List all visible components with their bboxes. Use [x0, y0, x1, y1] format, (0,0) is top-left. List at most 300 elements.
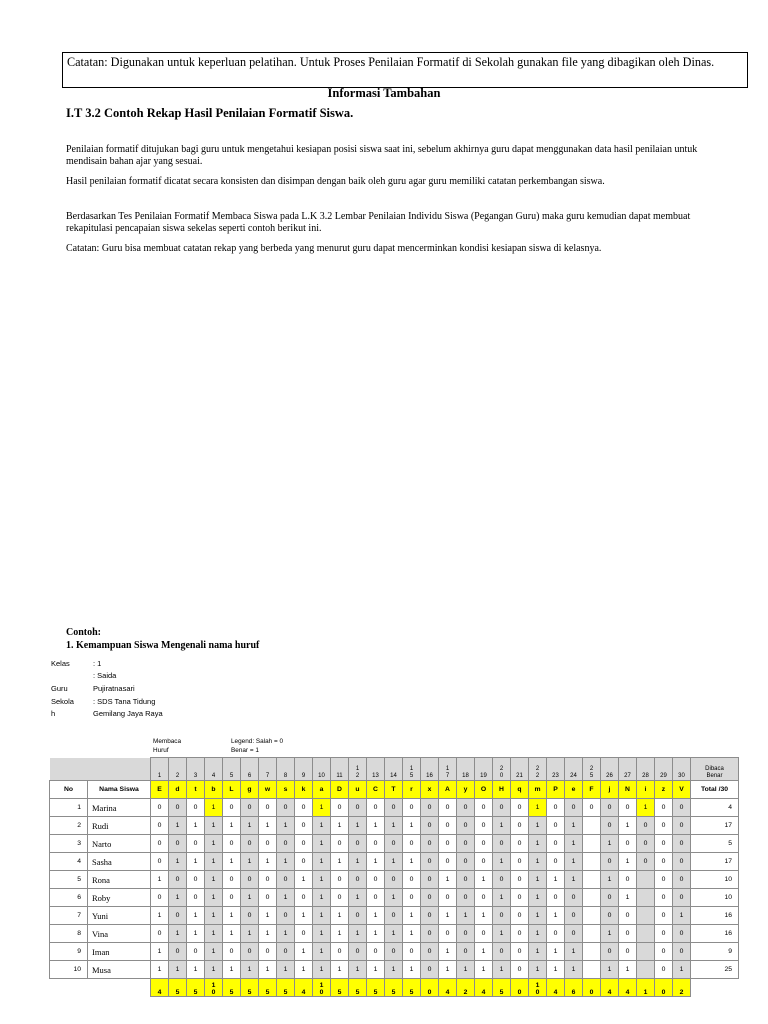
letter-cell: A [439, 781, 457, 799]
score-cell: 0 [259, 871, 277, 889]
score-cell: 1 [565, 871, 583, 889]
letter-cell: t [187, 781, 205, 799]
score-cell: 0 [223, 799, 241, 817]
score-cell: 1 [241, 925, 259, 943]
score-cell: 1 [151, 907, 169, 925]
sekolah-value-2: Gemilang Jaya Raya [93, 709, 163, 718]
score-cell: 1 [223, 961, 241, 979]
score-cell: 0 [169, 835, 187, 853]
score-cell: 0 [493, 835, 511, 853]
score-cell: 0 [457, 889, 475, 907]
score-cell: 0 [385, 943, 403, 961]
score-cell: 0 [655, 961, 673, 979]
score-cell: 0 [457, 799, 475, 817]
score-cell: 1 [295, 943, 313, 961]
sum-cell: 5 [493, 979, 511, 997]
table-row [50, 853, 739, 871]
score-cell: 1 [385, 961, 403, 979]
score-cell: 1 [187, 853, 205, 871]
column-number-25: 2 5 [583, 758, 601, 781]
score-cell: 1 [439, 943, 457, 961]
column-number-18: 18 [457, 758, 475, 781]
student-no: 8 [50, 925, 88, 943]
score-cell: 1 [295, 961, 313, 979]
score-cell: 1 [169, 961, 187, 979]
header-blank [50, 758, 88, 781]
score-cell: 1 [259, 907, 277, 925]
score-cell: 0 [511, 961, 529, 979]
score-cell: 1 [241, 853, 259, 871]
score-cell: 1 [529, 835, 547, 853]
column-number-30: 30 [673, 758, 691, 781]
score-cell: 0 [655, 817, 673, 835]
score-cell: 1 [205, 835, 223, 853]
sum-cell: 5 [277, 979, 295, 997]
column-number-5: 5 [223, 758, 241, 781]
score-cell: 0 [151, 925, 169, 943]
score-cell: 1 [187, 925, 205, 943]
student-total: 16 [691, 907, 739, 925]
student-name: Musa [88, 961, 151, 979]
score-cell: 1 [529, 907, 547, 925]
score-cell: 0 [385, 907, 403, 925]
column-number-14: 14 [385, 758, 403, 781]
score-cell: 1 [403, 817, 421, 835]
column-number-24: 24 [565, 758, 583, 781]
letter-cell: q [511, 781, 529, 799]
score-cell: 0 [565, 907, 583, 925]
nama-siswa-header: Nama Siswa [88, 781, 151, 799]
score-cell: 0 [565, 889, 583, 907]
score-cell: 0 [403, 799, 421, 817]
sum-cell: 5 [241, 979, 259, 997]
score-cell: 0 [421, 817, 439, 835]
score-cell: 1 [169, 853, 187, 871]
score-cell: 1 [313, 871, 331, 889]
score-cell: 1 [313, 907, 331, 925]
student-name: Roby [88, 889, 151, 907]
score-cell: 1 [673, 907, 691, 925]
score-cell: 0 [295, 799, 313, 817]
column-number-12: 1 2 [349, 758, 367, 781]
score-cell: 0 [385, 871, 403, 889]
letter-cell: e [565, 781, 583, 799]
score-cell: 0 [223, 889, 241, 907]
score-cell: 0 [169, 799, 187, 817]
letter-cell: w [259, 781, 277, 799]
column-number-7: 7 [259, 758, 277, 781]
student-no: 10 [50, 961, 88, 979]
score-cell: 1 [475, 871, 493, 889]
score-cell: 1 [529, 943, 547, 961]
score-cell: 0 [637, 853, 655, 871]
score-cell: 0 [277, 943, 295, 961]
score-cell: 0 [421, 835, 439, 853]
sum-cell: 4 [547, 979, 565, 997]
score-cell: 0 [151, 853, 169, 871]
table-row [50, 799, 739, 817]
score-cell: 0 [403, 835, 421, 853]
score-cell: 1 [367, 925, 385, 943]
score-cell: 1 [673, 961, 691, 979]
score-cell: 0 [475, 853, 493, 871]
score-cell: 0 [655, 889, 673, 907]
score-cell: 1 [295, 907, 313, 925]
score-cell: 0 [259, 943, 277, 961]
score-cell: 1 [385, 925, 403, 943]
score-cell: 0 [295, 835, 313, 853]
score-cell: 1 [385, 853, 403, 871]
score-cell: 0 [673, 835, 691, 853]
student-no: 1 [50, 799, 88, 817]
score-cell: 1 [241, 817, 259, 835]
score-cell: 0 [511, 907, 529, 925]
sum-cell: 5 [259, 979, 277, 997]
letter-cell: L [223, 781, 241, 799]
score-cell: 0 [277, 907, 295, 925]
score-cell: 1 [331, 907, 349, 925]
score-cell: 1 [457, 907, 475, 925]
score-cell: 0 [403, 943, 421, 961]
score-cell: 1 [187, 817, 205, 835]
paragraph-1: Penilaian formatif ditujukan bagi guru untuk mengetahui kesiapan posisi siswa saat ini, sebelum akhirnya guru dapat menggunakan data hasil penilaian untuk mendisain bahan ajar yang sesuai. [66, 144, 698, 167]
sekolah-label-1: Sekola [51, 697, 74, 706]
score-cell: 1 [205, 961, 223, 979]
score-cell: 0 [673, 817, 691, 835]
score-cell: 0 [565, 925, 583, 943]
sum-cell: 1 0 [313, 979, 331, 997]
student-no: 6 [50, 889, 88, 907]
score-cell [583, 817, 601, 835]
score-cell: 0 [367, 871, 385, 889]
student-no: 2 [50, 817, 88, 835]
score-cell: 1 [313, 799, 331, 817]
score-cell [583, 943, 601, 961]
column-number-27: 27 [619, 758, 637, 781]
score-cell: 0 [277, 871, 295, 889]
score-cell: 1 [565, 961, 583, 979]
sum-cell: 4 [151, 979, 169, 997]
score-cell: 0 [385, 835, 403, 853]
score-cell [583, 907, 601, 925]
score-cell: 0 [475, 799, 493, 817]
student-name: Sasha [88, 853, 151, 871]
sum-cell: 4 [295, 979, 313, 997]
score-cell [637, 871, 655, 889]
score-cell: 0 [619, 943, 637, 961]
score-cell: 1 [241, 961, 259, 979]
column-number-4: 4 [205, 758, 223, 781]
score-cell: 0 [331, 889, 349, 907]
score-cell: 1 [403, 925, 421, 943]
score-cell: 1 [637, 799, 655, 817]
score-cell: 0 [493, 907, 511, 925]
score-cell: 0 [457, 835, 475, 853]
letter-cell: P [547, 781, 565, 799]
column-number-26: 26 [601, 758, 619, 781]
table-row [50, 961, 739, 979]
column-number-19: 19 [475, 758, 493, 781]
score-cell: 0 [547, 853, 565, 871]
sum-cell: 4 [439, 979, 457, 997]
sum-cell: 5 [385, 979, 403, 997]
score-cell: 1 [367, 907, 385, 925]
score-cell: 1 [313, 943, 331, 961]
student-total: 5 [691, 835, 739, 853]
score-cell [637, 889, 655, 907]
score-cell: 0 [673, 871, 691, 889]
score-cell: 1 [457, 961, 475, 979]
score-cell: 1 [223, 853, 241, 871]
membaca-label-1: Membaca [153, 738, 182, 745]
sum-cell: 6 [565, 979, 583, 997]
letter-cell: O [475, 781, 493, 799]
student-name: Yuni [88, 907, 151, 925]
score-cell: 1 [277, 889, 295, 907]
score-cell: 0 [367, 943, 385, 961]
score-cell: 0 [421, 925, 439, 943]
student-total: 16 [691, 925, 739, 943]
score-cell: 0 [421, 889, 439, 907]
score-cell: 1 [475, 907, 493, 925]
score-cell: 0 [493, 799, 511, 817]
score-cell: 0 [655, 925, 673, 943]
letter-cell: C [367, 781, 385, 799]
example-title: 1. Kemampuan Siswa Mengenali nama huruf [66, 640, 260, 651]
score-cell: 0 [511, 871, 529, 889]
score-cell: 1 [529, 925, 547, 943]
letter-cell: y [457, 781, 475, 799]
score-cell: 0 [277, 835, 295, 853]
score-cell [583, 871, 601, 889]
score-cell: 0 [475, 835, 493, 853]
score-cell: 0 [619, 799, 637, 817]
score-cell: 0 [637, 835, 655, 853]
letter-cell: j [601, 781, 619, 799]
score-cell: 1 [601, 925, 619, 943]
column-number-8: 8 [277, 758, 295, 781]
letter-cell: m [529, 781, 547, 799]
score-cell: 0 [385, 799, 403, 817]
score-cell: 0 [511, 889, 529, 907]
score-cell: 1 [223, 907, 241, 925]
score-cell: 0 [439, 853, 457, 871]
sum-cell: 4 [619, 979, 637, 997]
score-cell: 1 [313, 817, 331, 835]
sekolah-label-2: h [51, 709, 56, 718]
score-cell: 1 [277, 925, 295, 943]
score-cell: 0 [457, 853, 475, 871]
score-cell: 1 [403, 907, 421, 925]
score-cell: 1 [169, 889, 187, 907]
score-cell: 1 [475, 943, 493, 961]
column-number-2: 2 [169, 758, 187, 781]
score-cell: 1 [439, 961, 457, 979]
score-cell: 0 [295, 925, 313, 943]
score-cell: 0 [511, 925, 529, 943]
column-number-9: 9 [295, 758, 313, 781]
score-cell: 1 [331, 853, 349, 871]
score-cell: 1 [277, 817, 295, 835]
score-cell: 1 [367, 961, 385, 979]
column-number-13: 13 [367, 758, 385, 781]
score-cell: 1 [277, 853, 295, 871]
score-cell: 1 [619, 889, 637, 907]
letter-cell: E [151, 781, 169, 799]
score-cell: 0 [277, 799, 295, 817]
student-total: 4 [691, 799, 739, 817]
score-cell: 0 [169, 907, 187, 925]
letter-cell: a [313, 781, 331, 799]
student-no: 3 [50, 835, 88, 853]
score-cell: 0 [259, 799, 277, 817]
total-header: Total /30 [691, 781, 739, 799]
score-cell: 1 [529, 961, 547, 979]
score-cell: 0 [583, 799, 601, 817]
sum-cell: 1 0 [205, 979, 223, 997]
table-row [50, 943, 739, 961]
student-name: Narto [88, 835, 151, 853]
column-number-1: 1 [151, 758, 169, 781]
score-cell: 0 [655, 835, 673, 853]
score-cell: 1 [385, 889, 403, 907]
score-cell: 1 [205, 907, 223, 925]
score-cell: 0 [673, 853, 691, 871]
score-cell: 0 [439, 889, 457, 907]
student-name: Iman [88, 943, 151, 961]
letter-cell: z [655, 781, 673, 799]
score-cell: 1 [493, 925, 511, 943]
score-cell: 0 [457, 871, 475, 889]
score-cell: 1 [205, 871, 223, 889]
score-cell [637, 943, 655, 961]
column-number-17: 1 7 [439, 758, 457, 781]
table-row [50, 871, 739, 889]
score-cell: 0 [547, 817, 565, 835]
score-cell: 1 [187, 961, 205, 979]
score-cell: 1 [205, 889, 223, 907]
score-cell: 1 [151, 961, 169, 979]
score-cell: 1 [529, 871, 547, 889]
training-note-text: Catatan: Digunakan untuk keperluan pelatihan. Untuk Proses Penilaian Formatif di Sekolah gunakan file yang dibagikan oleh Dinas. [67, 55, 715, 69]
score-cell: 1 [529, 817, 547, 835]
student-name: Rona [88, 871, 151, 889]
score-cell: 1 [619, 817, 637, 835]
column-number-11: 11 [331, 758, 349, 781]
score-cell: 1 [151, 871, 169, 889]
score-cell: 0 [349, 835, 367, 853]
guru-label: Guru [51, 684, 68, 693]
score-cell: 0 [655, 853, 673, 871]
score-cell: 1 [439, 871, 457, 889]
table-row [50, 907, 739, 925]
score-cell: 0 [457, 925, 475, 943]
header-blank [88, 758, 151, 781]
score-cell: 0 [331, 943, 349, 961]
score-cell: 1 [313, 889, 331, 907]
score-cell: 1 [313, 925, 331, 943]
letter-cell: u [349, 781, 367, 799]
score-cell: 0 [349, 907, 367, 925]
score-cell: 0 [475, 925, 493, 943]
table-row [50, 925, 739, 943]
sum-cell: 5 [403, 979, 421, 997]
score-cell: 0 [493, 943, 511, 961]
score-cell: 0 [673, 799, 691, 817]
table-row [50, 835, 739, 853]
score-cell: 1 [385, 817, 403, 835]
score-cell: 0 [619, 925, 637, 943]
score-cell: 0 [421, 961, 439, 979]
sum-cell: 0 [421, 979, 439, 997]
score-cell: 0 [601, 853, 619, 871]
score-cell: 1 [547, 961, 565, 979]
student-name: Vina [88, 925, 151, 943]
score-cell: 1 [349, 925, 367, 943]
kelas-label: Kelas [51, 659, 70, 668]
score-cell: 0 [241, 907, 259, 925]
score-cell: 1 [601, 961, 619, 979]
score-cell: 0 [547, 799, 565, 817]
score-cell: 0 [241, 943, 259, 961]
score-cell: 0 [619, 907, 637, 925]
score-cell: 0 [331, 835, 349, 853]
score-cell: 0 [637, 817, 655, 835]
score-cell: 1 [547, 943, 565, 961]
column-number-3: 3 [187, 758, 205, 781]
sum-cell: 5 [169, 979, 187, 997]
score-cell: 0 [331, 871, 349, 889]
guru-value: Pujiratnasari [93, 684, 135, 693]
letter-cell: k [295, 781, 313, 799]
score-cell: 0 [511, 835, 529, 853]
column-number-10: 10 [313, 758, 331, 781]
table-row [50, 889, 739, 907]
score-cell: 0 [619, 871, 637, 889]
score-cell: 0 [349, 871, 367, 889]
score-cell: 1 [169, 925, 187, 943]
section-title: I.T 3.2 Contoh Rekap Hasil Penilaian Formatif Siswa. [66, 106, 354, 120]
score-cell: 1 [205, 799, 223, 817]
score-cell: 1 [259, 817, 277, 835]
score-cell: 1 [223, 817, 241, 835]
letter-cell: s [277, 781, 295, 799]
membaca-label-2: Huruf [153, 747, 169, 754]
score-cell: 0 [151, 817, 169, 835]
score-cell: 1 [349, 889, 367, 907]
score-cell: 0 [367, 799, 385, 817]
score-cell: 0 [673, 943, 691, 961]
score-cell: 0 [187, 889, 205, 907]
sum-blank [691, 979, 739, 997]
score-cell: 0 [349, 943, 367, 961]
score-cell: 1 [331, 817, 349, 835]
score-cell: 0 [421, 907, 439, 925]
score-cell [583, 835, 601, 853]
score-cell: 1 [259, 925, 277, 943]
score-cell: 1 [529, 853, 547, 871]
sum-cell: 5 [187, 979, 205, 997]
score-cell: 1 [367, 853, 385, 871]
score-cell: 1 [403, 961, 421, 979]
score-cell: 0 [601, 817, 619, 835]
score-cell: 1 [259, 961, 277, 979]
column-number-20: 2 0 [493, 758, 511, 781]
score-cell: 0 [223, 835, 241, 853]
score-cell: 0 [655, 943, 673, 961]
score-cell: 0 [259, 835, 277, 853]
column-number-29: 29 [655, 758, 673, 781]
